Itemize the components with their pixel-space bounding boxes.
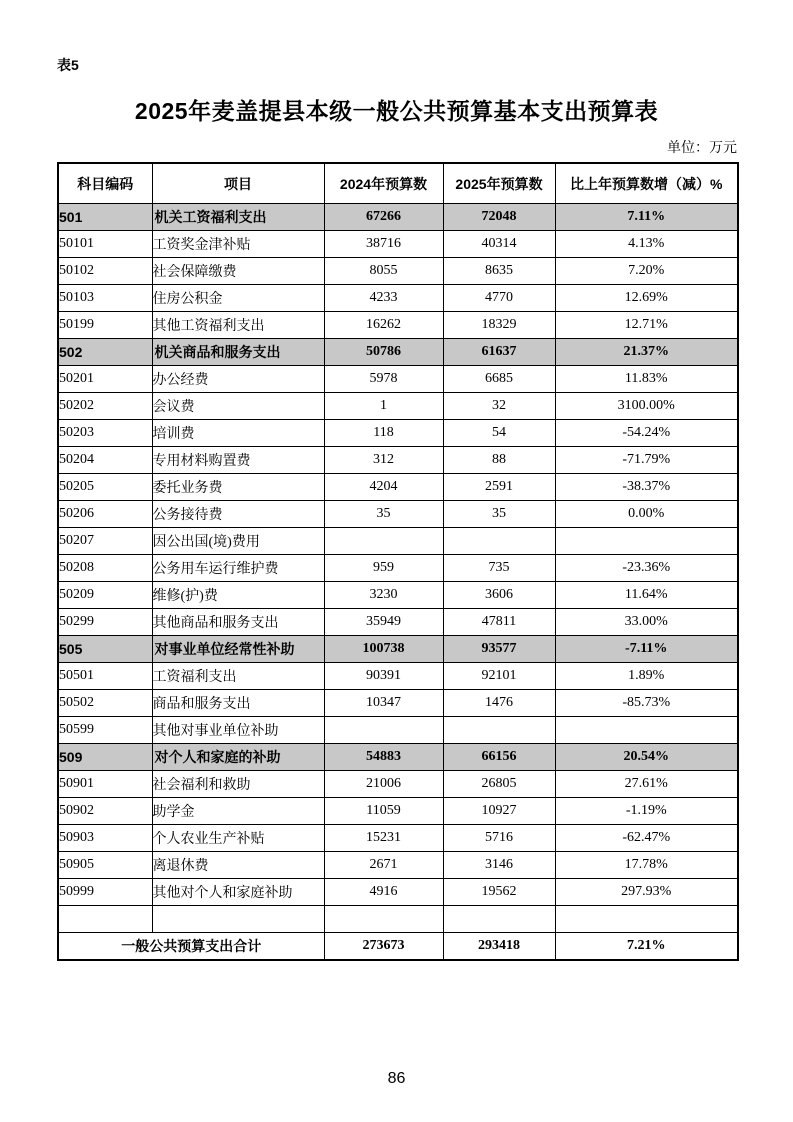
- table-row: [58, 393, 738, 420]
- budget-table: [57, 162, 739, 961]
- budget-2025-cell: 72048: [443, 204, 555, 231]
- budget-2025-cell: 61637: [443, 339, 555, 366]
- budget-2025-cell: 35: [443, 501, 555, 528]
- subject-code-cell: 50902: [58, 798, 152, 825]
- change-percent-cell: 297.93%: [555, 879, 738, 906]
- page-title: 2025年麦盖提县本级一般公共预算基本支出预算表: [134, 98, 659, 124]
- change-percent-cell: 4.13%: [555, 231, 738, 258]
- table-row: [58, 528, 738, 555]
- subject-code-cell: 50299: [58, 609, 152, 636]
- header-budget-2025: 2025年预算数: [443, 163, 555, 204]
- budget-2024-cell: 35: [324, 501, 443, 528]
- item-name-cell: 公务接待费: [152, 501, 324, 528]
- change-percent-cell: -71.79%: [555, 447, 738, 474]
- table-row: [58, 582, 738, 609]
- item-name-cell: 机关工资福利支出: [152, 204, 324, 231]
- budget-2024-cell: 118: [324, 420, 443, 447]
- table-row: [58, 798, 738, 825]
- budget-2024-cell: 67266: [324, 204, 443, 231]
- item-name-cell: 委托业务费: [152, 474, 324, 501]
- budget-2025-cell: 735: [443, 555, 555, 582]
- section-row: [58, 744, 738, 771]
- item-name-cell: 商品和服务支出: [152, 690, 324, 717]
- total-budget-2025-cell: 293418: [443, 933, 555, 960]
- budget-2024-cell: 312: [324, 447, 443, 474]
- budget-2024-cell: [324, 717, 443, 744]
- budget-2024-cell: 90391: [324, 663, 443, 690]
- table-row: [58, 420, 738, 447]
- table-row: [58, 312, 738, 339]
- subject-code-cell: 50203: [58, 420, 152, 447]
- subject-code-cell: 50999: [58, 879, 152, 906]
- budget-2024-cell: 38716: [324, 231, 443, 258]
- table-row: [58, 231, 738, 258]
- budget-2024-cell: [324, 906, 443, 933]
- budget-2025-cell: [443, 528, 555, 555]
- item-name-cell: 工资奖金津补贴: [152, 231, 324, 258]
- budget-2025-cell: 4770: [443, 285, 555, 312]
- subject-code-cell: 50502: [58, 690, 152, 717]
- budget-2024-cell: 100738: [324, 636, 443, 663]
- budget-2024-cell: 50786: [324, 339, 443, 366]
- budget-2025-cell: 3606: [443, 582, 555, 609]
- budget-2025-cell: [443, 717, 555, 744]
- item-name-cell: 对个人和家庭的补助: [152, 744, 324, 771]
- budget-2025-cell: 54: [443, 420, 555, 447]
- page-number: 86: [387, 1070, 406, 1087]
- item-name-cell: 其他对个人和家庭补助: [152, 879, 324, 906]
- subject-code-cell: 50206: [58, 501, 152, 528]
- item-name-cell: 专用材料购置费: [152, 447, 324, 474]
- section-row: [58, 636, 738, 663]
- table-row: [58, 555, 738, 582]
- item-name-cell: 其他商品和服务支出: [152, 609, 324, 636]
- budget-2024-cell: 10347: [324, 690, 443, 717]
- change-percent-cell: 27.61%: [555, 771, 738, 798]
- subject-code-cell: 50903: [58, 825, 152, 852]
- budget-2025-cell: 66156: [443, 744, 555, 771]
- item-name-cell: 助学金: [152, 798, 324, 825]
- table-row: [58, 717, 738, 744]
- item-name-cell: 培训费: [152, 420, 324, 447]
- subject-code-cell: 509: [58, 744, 152, 771]
- change-percent-cell: [555, 906, 738, 933]
- subject-code-cell: 501: [58, 204, 152, 231]
- change-percent-cell: 12.71%: [555, 312, 738, 339]
- table-row: [58, 285, 738, 312]
- change-percent-cell: -1.19%: [555, 798, 738, 825]
- change-percent-cell: 11.83%: [555, 366, 738, 393]
- item-name-cell: 会议费: [152, 393, 324, 420]
- budget-2025-cell: 10927: [443, 798, 555, 825]
- change-percent-cell: 33.00%: [555, 609, 738, 636]
- item-name-cell: [152, 906, 324, 933]
- change-percent-cell: 0.00%: [555, 501, 738, 528]
- subject-code-cell: 50204: [58, 447, 152, 474]
- budget-2025-cell: 88: [443, 447, 555, 474]
- table-header: [58, 163, 738, 204]
- item-name-cell: 办公经费: [152, 366, 324, 393]
- change-percent-cell: -54.24%: [555, 420, 738, 447]
- table-row: [58, 258, 738, 285]
- subject-code-cell: 50205: [58, 474, 152, 501]
- total-row: [58, 933, 738, 960]
- budget-2025-cell: 2591: [443, 474, 555, 501]
- item-name-cell: 机关商品和服务支出: [152, 339, 324, 366]
- section-row: [58, 339, 738, 366]
- subject-code-cell: 50199: [58, 312, 152, 339]
- item-name-cell: 住房公积金: [152, 285, 324, 312]
- item-name-cell: 对事业单位经常性补助: [152, 636, 324, 663]
- subject-code-cell: 502: [58, 339, 152, 366]
- budget-2024-cell: 4916: [324, 879, 443, 906]
- item-name-cell: 个人农业生产补贴: [152, 825, 324, 852]
- budget-2025-cell: 26805: [443, 771, 555, 798]
- budget-2024-cell: 54883: [324, 744, 443, 771]
- budget-2024-cell: 16262: [324, 312, 443, 339]
- budget-2025-cell: 6685: [443, 366, 555, 393]
- table-row: [58, 825, 738, 852]
- subject-code-cell: 50599: [58, 717, 152, 744]
- budget-2024-cell: 35949: [324, 609, 443, 636]
- total-change-cell: 7.21%: [555, 933, 738, 960]
- budget-2024-cell: 3230: [324, 582, 443, 609]
- change-percent-cell: 7.20%: [555, 258, 738, 285]
- item-name-cell: 社会保障缴费: [152, 258, 324, 285]
- item-name-cell: 其他工资福利支出: [152, 312, 324, 339]
- budget-2024-cell: 2671: [324, 852, 443, 879]
- budget-2024-cell: [324, 528, 443, 555]
- subject-code-cell: 50101: [58, 231, 152, 258]
- table-row: [58, 771, 738, 798]
- table-row: [58, 690, 738, 717]
- budget-2024-cell: 4204: [324, 474, 443, 501]
- table-row: [58, 609, 738, 636]
- budget-2024-cell: 21006: [324, 771, 443, 798]
- item-name-cell: 其他对事业单位补助: [152, 717, 324, 744]
- subject-code-cell: [58, 906, 152, 933]
- subject-code-cell: 50901: [58, 771, 152, 798]
- subject-code-cell: 50501: [58, 663, 152, 690]
- subject-code-cell: 50905: [58, 852, 152, 879]
- change-percent-cell: 21.37%: [555, 339, 738, 366]
- table-row: [58, 474, 738, 501]
- item-name-cell: 工资福利支出: [152, 663, 324, 690]
- budget-2025-cell: 93577: [443, 636, 555, 663]
- subject-code-cell: 50103: [58, 285, 152, 312]
- subject-code-cell: 50202: [58, 393, 152, 420]
- item-name-cell: 公务用车运行维护费: [152, 555, 324, 582]
- budget-2025-cell: 92101: [443, 663, 555, 690]
- change-percent-cell: 20.54%: [555, 744, 738, 771]
- change-percent-cell: 17.78%: [555, 852, 738, 879]
- table-row: [58, 663, 738, 690]
- budget-2025-cell: 1476: [443, 690, 555, 717]
- subject-code-cell: 50102: [58, 258, 152, 285]
- table-row: [58, 501, 738, 528]
- change-percent-cell: 11.64%: [555, 582, 738, 609]
- total-label-cell: 一般公共预算支出合计: [58, 933, 324, 960]
- item-name-cell: 离退休费: [152, 852, 324, 879]
- table-row: [58, 879, 738, 906]
- budget-2024-cell: 4233: [324, 285, 443, 312]
- item-name-cell: 社会福利和救助: [152, 771, 324, 798]
- item-name-cell: 维修(护)费: [152, 582, 324, 609]
- budget-2024-cell: 1: [324, 393, 443, 420]
- subject-code-cell: 50208: [58, 555, 152, 582]
- header-subject-code: 科目编码: [58, 163, 152, 204]
- budget-2024-cell: 8055: [324, 258, 443, 285]
- total-budget-2024-cell: 273673: [324, 933, 443, 960]
- item-name-cell: 因公出国(境)费用: [152, 528, 324, 555]
- change-percent-cell: -7.11%: [555, 636, 738, 663]
- budget-2024-cell: 15231: [324, 825, 443, 852]
- change-percent-cell: -85.73%: [555, 690, 738, 717]
- budget-2025-cell: 32: [443, 393, 555, 420]
- budget-2025-cell: [443, 906, 555, 933]
- change-percent-cell: 7.11%: [555, 204, 738, 231]
- budget-2024-cell: 11059: [324, 798, 443, 825]
- change-percent-cell: 1.89%: [555, 663, 738, 690]
- change-percent-cell: 12.69%: [555, 285, 738, 312]
- header-budget-2024: 2024年预算数: [324, 163, 443, 204]
- table-number-label: 表5: [57, 57, 79, 73]
- change-percent-cell: [555, 717, 738, 744]
- change-percent-cell: 3100.00%: [555, 393, 738, 420]
- change-percent-cell: -23.36%: [555, 555, 738, 582]
- unit-note: 单位：万元: [667, 141, 737, 156]
- table-body: [58, 204, 738, 960]
- table-row: [58, 447, 738, 474]
- subject-code-cell: 50201: [58, 366, 152, 393]
- header-row: [58, 163, 738, 204]
- section-row: [58, 204, 738, 231]
- budget-2025-cell: 47811: [443, 609, 555, 636]
- budget-2025-cell: 40314: [443, 231, 555, 258]
- budget-2025-cell: 3146: [443, 852, 555, 879]
- budget-2024-cell: 5978: [324, 366, 443, 393]
- budget-2024-cell: 959: [324, 555, 443, 582]
- subject-code-cell: 50207: [58, 528, 152, 555]
- budget-2025-cell: 8635: [443, 258, 555, 285]
- change-percent-cell: -62.47%: [555, 825, 738, 852]
- table-row: [58, 366, 738, 393]
- budget-2025-cell: 5716: [443, 825, 555, 852]
- change-percent-cell: -38.37%: [555, 474, 738, 501]
- subject-code-cell: 50209: [58, 582, 152, 609]
- header-change-percent: 比上年预算数增（减）%: [555, 163, 738, 204]
- table-row: [58, 852, 738, 879]
- header-item: 项目: [152, 163, 324, 204]
- subject-code-cell: 505: [58, 636, 152, 663]
- empty-row: [58, 906, 738, 933]
- budget-2025-cell: 19562: [443, 879, 555, 906]
- budget-2025-cell: 18329: [443, 312, 555, 339]
- change-percent-cell: [555, 528, 738, 555]
